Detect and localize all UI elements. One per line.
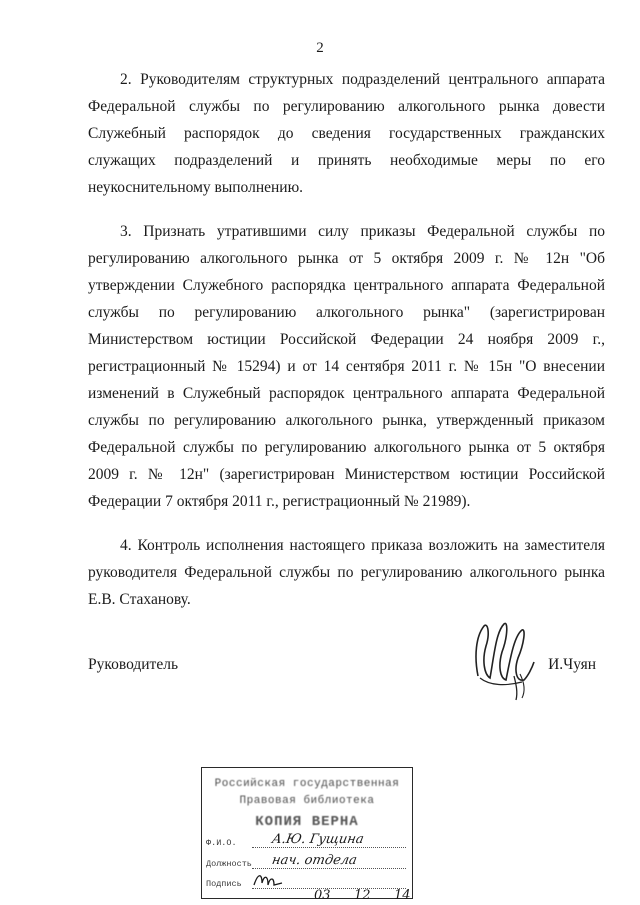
stamp-line-2: Правовая библиотека bbox=[239, 795, 375, 807]
stamp-date-year: 14 bbox=[394, 888, 411, 903]
signature-block bbox=[88, 640, 608, 710]
paragraph-4: 4. Контроль исполнения настоящего приказа возложить на заместителя руководителя Федеральной службы по регулированию алкогольного рынка Е.В. Стаханову. bbox=[88, 537, 605, 608]
page-number: 2 bbox=[316, 40, 324, 56]
stamp-position-row bbox=[206, 853, 406, 871]
stamp-date-day: 03 bbox=[314, 888, 331, 903]
stamp-title: КОПИЯ ВЕРНА bbox=[255, 814, 359, 830]
stamp-fio-value: А.Ю. Гущина bbox=[270, 832, 365, 847]
signer-name: И.Чуян bbox=[548, 656, 596, 673]
stamp-initials-scribble bbox=[252, 871, 286, 889]
stamp-position-label: Должность bbox=[206, 859, 252, 869]
stamp-fio-rule bbox=[252, 847, 406, 848]
stamp-position-rule bbox=[252, 868, 406, 869]
handwritten-signature bbox=[470, 616, 540, 702]
stamp-line-1: Российская государственная bbox=[214, 778, 400, 790]
stamp-fio-row bbox=[206, 832, 406, 850]
paragraph-2: 2. Руководителям структурных подразделений центрального аппарата Федеральной службы по регулированию алкогольного рынка довести Служебный распорядок до сведения государственных гражданских служащих подразделений и принять необходимые меры по его неукоснительному выполнению. bbox=[88, 71, 605, 196]
document-body bbox=[88, 66, 605, 630]
stamp-fio-label: Ф.И.О. bbox=[206, 838, 237, 848]
stamp-position-value: нач. отдела bbox=[270, 853, 359, 868]
stamp-sign-label: Подпись bbox=[206, 879, 242, 889]
stamp-date-month: 12 bbox=[354, 888, 371, 903]
certification-stamp bbox=[201, 767, 413, 903]
paragraph-3: 3. Признать утратившими силу приказы Федеральной службы по регулированию алкогольного рынка от 5 октября 2009 г. № 12н "Об утверждении Служебного распорядка центрального аппарата Федеральной службы по регулированию алкогольного рынка" (зарегистрирован Министерством юстиции Российской Федерации 24 ноября 2009 г., регистрационный № 15294) и от 14 сентября 2011 г. № 15н "О внесении изменений в Служебный распорядок центрального аппарата Федеральной службы по регулированию алкогольного рынка, утвержденный приказом Федеральной службы по регулированию алкогольного рынка от 5 октября 2009 г. № 12н" (зарегистрирован Министерством юстиции Российской Федерации 7 октября 2011 г., регистрационный № 21989). bbox=[88, 223, 605, 510]
stamp-sign-row bbox=[206, 873, 411, 903]
signer-title: Руководитель bbox=[88, 656, 179, 673]
